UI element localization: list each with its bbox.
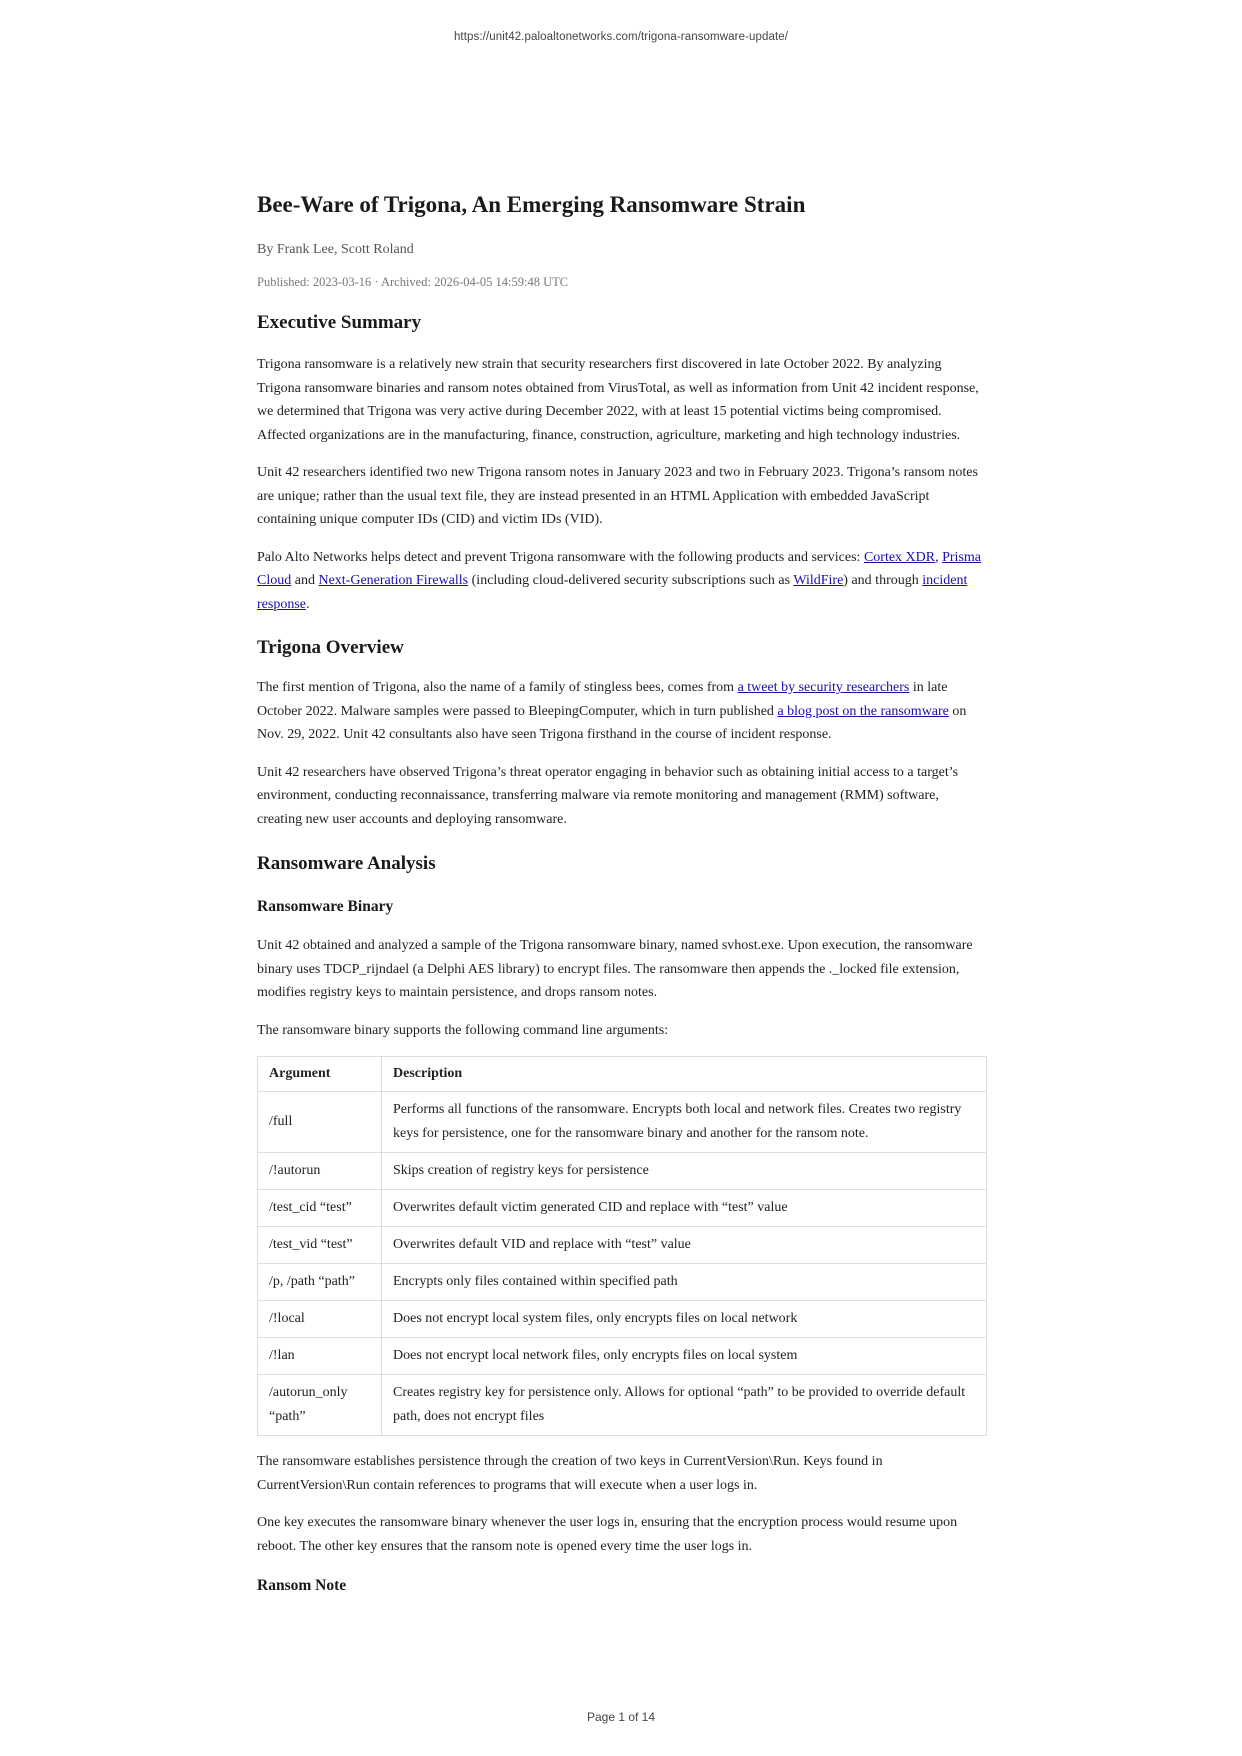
table-row [258,1375,987,1436]
article-byline: By Frank Lee, Scott Roland [257,242,414,257]
binary-paragraph-4: One key executes the ransomware binary whenever the user logs in, ensuring that the encryption process would resume upon reboot. The other key ensures that the ransom note is opened every time the user logs in. [257,1515,958,1554]
description-cell: Overwrites default victim generated CID and replace with “test” value [382,1190,987,1227]
exec-summary-paragraph-1: Trigona ransomware is a relatively new strain that security researchers first discovered in late October 2022. By analyzing Trigona ransomware binaries and ransom notes obtained from VirusTotal, as well as information from Unit 42 incident response, we determined that Trigona was very active during December 2022, with at least 15 potential victims being compromised. Affected organizations are in the manufacturing, finance, construction, agriculture, marketing and high technology industries. [257,357,979,443]
binary-paragraph-3: The ransomware establishes persistence through the creation of two keys in CurrentVersion\Run. Keys found in CurrentVersion\Run contain references to programs that will execute when a user logs in. [257,1454,883,1493]
description-cell: Encrypts only files contained within specified path [382,1264,987,1301]
link-wildfire[interactable]: WildFire [793,573,844,588]
heading-ransomware-binary: Ransomware Binary [257,898,394,915]
text: ) and through [843,573,923,588]
table-row [258,1301,987,1338]
description-cell: Performs all functions of the ransomware. Encrypts both local and network files. Creates two registry keys for persistence, one for the ransomware binary and another for the ransom note. [382,1092,987,1153]
command-line-arguments-table [257,1056,987,1436]
description-cell: Skips creation of registry keys for persistence [382,1153,987,1190]
binary-paragraph-2: The ransomware binary supports the following command line arguments: [257,1022,669,1038]
heading-ransomware-analysis: Ransomware Analysis [257,853,436,874]
exec-summary-paragraph-3 [257,546,987,617]
text: Palo Alto Networks helps detect and prevent Trigona ransomware with the following products and services: [257,549,864,565]
text: and [291,573,319,588]
article-meta: Published: 2023-03-16 · Archived: 2026-04-05 14:59:48 UTC [257,275,569,289]
description-cell: Overwrites default VID and replace with “test” value [382,1227,987,1264]
table-row [258,1153,987,1190]
text: on Nov. 29, 2022. Unit 42 consultants also have seen Trigona firsthand in the course of incident response. [257,703,967,742]
heading-ransom-note: Ransom Note [257,1577,347,1594]
heading-executive-summary: Executive Summary [257,312,422,333]
exec-summary-paragraph-2: Unit 42 researchers identified two new Trigona ransom notes in January 2023 and two in February 2023. Trigona’s ransom notes are unique; rather than the usual text file, they are instead presented in an HTML Application with embedded JavaScript containing unique computer IDs (CID) and victim IDs (VID). [257,465,978,527]
table-row [258,1190,987,1227]
text: , [935,549,943,565]
link-blog-post-on-ransomware[interactable]: a blog post on the ransomware [777,703,949,719]
column-header-description: Description [382,1057,987,1092]
text: in late October 2022. Malware samples were passed to BleepingComputer, which in turn published [257,680,948,719]
description-cell: Does not encrypt local system files, only encrypts files on local network [382,1301,987,1338]
link-prisma-cloud[interactable]: Prisma Cloud [257,549,981,588]
link-tweet-by-security-researchers[interactable]: a tweet by security researchers [737,680,910,695]
description-cell: Does not encrypt local network files, only encrypts files on local system [382,1338,987,1375]
column-header-argument: Argument [258,1057,382,1092]
argument-cell: /full [258,1092,382,1153]
table-row [258,1092,987,1153]
text: (including cloud-delivered security subscriptions such as [468,573,794,588]
table-row [258,1338,987,1375]
argument-cell: /test_cid “test” [258,1190,382,1227]
overview-paragraph-1 [257,676,987,747]
description-cell: Creates registry key for persistence only. Allows for optional “path” to be provided to override default path, does not encrypt files [382,1375,987,1436]
table-row [258,1227,987,1264]
argument-cell: /test_vid “test” [258,1227,382,1264]
binary-paragraph-1: Unit 42 obtained and analyzed a sample of the Trigona ransomware binary, named svhost.exe. Upon execution, the ransomware binary uses TDCP_rijndael (a Delphi AES library) to encrypt files. The ransomware then appends the ._locked file extension, modifies registry keys to maintain persistence, and drops ransom notes. [257,938,973,1000]
table-header-row [258,1057,987,1092]
argument-cell: /p, /path “path” [258,1264,382,1301]
link-next-generation-firewalls[interactable]: Next-Generation Firewalls [318,573,469,588]
link-cortex-xdr[interactable]: Cortex XDR [863,549,936,565]
argument-cell: /!lan [258,1338,382,1375]
text: . [306,596,310,612]
argument-cell: /autorun_only “path” [258,1375,382,1436]
argument-cell: /!local [258,1301,382,1338]
argument-cell: /!autorun [258,1153,382,1190]
article-title: Bee-Ware of Trigona, An Emerging Ransomware Strain [257,192,806,217]
overview-paragraph-2: Unit 42 researchers have observed Trigona’s threat operator engaging in behavior such as obtaining initial access to a target’s environment, conducting reconnaissance, transferring malware via remote monitoring and management (RMM) software, creating new user accounts and deploying ransomware. [257,764,959,827]
article [257,188,987,1597]
heading-trigona-overview: Trigona Overview [257,637,404,658]
link-incident-response[interactable]: incident response [257,573,968,612]
text: The first mention of Trigona, also the name of a family of stingless bees, comes from [257,680,738,695]
page-number: Page 1 of 14 [586,1710,656,1724]
page-url-header: https://unit42.paloaltonetworks.com/trigona-ransomware-update/ [453,31,789,43]
table-row [258,1264,987,1301]
